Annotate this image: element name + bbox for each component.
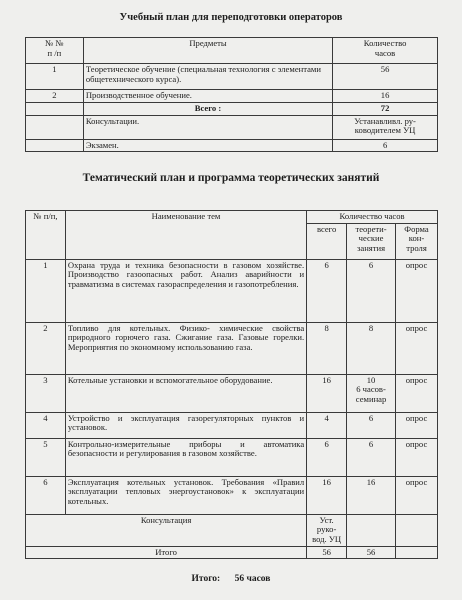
row-num: 1 xyxy=(26,259,66,322)
row-form: опрос xyxy=(396,259,438,322)
header-hours: Количество часов xyxy=(307,211,438,224)
total-label: Всего : xyxy=(83,103,332,116)
header-total: всего xyxy=(307,223,347,259)
row-topic: Эксплуатация котельных установок. Требования «Правил эксплуатации тепловых энергоустановок» к эксплуатации котельных. xyxy=(65,476,306,514)
itogo-label: Итого xyxy=(26,546,307,559)
row-theory: 8 xyxy=(347,322,396,374)
itogo-total: 56 xyxy=(307,546,347,559)
table-row xyxy=(26,259,438,322)
row-total: 16 xyxy=(307,374,347,412)
row-hours: 56 xyxy=(333,64,438,90)
row-form: опрос xyxy=(396,322,438,374)
row-form: опрос xyxy=(396,476,438,514)
row-form: опрос xyxy=(396,374,438,412)
row-total: 6 xyxy=(307,438,347,476)
table-row xyxy=(26,322,438,374)
empty-cell xyxy=(26,103,84,116)
exam-value: 6 xyxy=(333,139,438,152)
row-theory: 6 xyxy=(347,412,396,438)
row-num: 5 xyxy=(26,438,66,476)
header-num: № № п /п xyxy=(26,38,84,64)
row-topic: Котельные установки и вспомогательное оборудование. xyxy=(65,374,306,412)
header-form: Форма кон- троля xyxy=(396,223,438,259)
row-num: 2 xyxy=(26,322,66,374)
row-num: 2 xyxy=(26,90,84,103)
empty-cell xyxy=(347,514,396,546)
row-num: 1 xyxy=(26,64,84,90)
empty-cell xyxy=(26,115,84,139)
plan-title: Учебный план для переподготовки операторов xyxy=(119,12,343,23)
itogo-theory: 56 xyxy=(347,546,396,559)
table-row xyxy=(26,64,438,90)
row-theory: 16 xyxy=(347,476,396,514)
consult-label: Консультации. xyxy=(83,115,332,139)
empty-cell xyxy=(396,514,438,546)
row-total: 8 xyxy=(307,322,347,374)
study-plan-table xyxy=(25,37,438,152)
consult-label: Консультация xyxy=(26,514,307,546)
row-form: опрос xyxy=(396,438,438,476)
row-topic: Устройство и эксплуатация газорегуляторных пунктов и установок. xyxy=(65,412,306,438)
row-subject: Теоретическое обучение (специальная технология с элементами общетехнического курса). xyxy=(83,64,332,90)
row-hours: 16 xyxy=(333,90,438,103)
table-header-row xyxy=(26,38,438,64)
thematic-title: Тематический план и программа теоретических занятий xyxy=(82,172,380,184)
table-row xyxy=(26,374,438,412)
exam-row xyxy=(26,139,438,152)
itogo-row xyxy=(26,546,438,559)
table-row xyxy=(26,412,438,438)
table-row xyxy=(26,90,438,103)
row-num: 6 xyxy=(26,476,66,514)
row-topic: Охрана труда и техника безопасности в газовом хозяйстве. Производство газоопасных работ. Анализ аварийности и травматизма в системах газораспределения и газопотребления. xyxy=(65,259,306,322)
row-total: 6 xyxy=(307,259,347,322)
consult-value: Устанавливл. ру- ководителем УЦ xyxy=(333,115,438,139)
row-total: 16 xyxy=(307,476,347,514)
total-row xyxy=(26,103,438,116)
row-total: 4 xyxy=(307,412,347,438)
row-theory: 10 6 часов- семинар xyxy=(347,374,396,412)
table-header-row xyxy=(26,211,438,224)
row-topic: Топливо для котельных. Физико- химические свойства природного горючего газа. Сжигание газа. Газовые горелки. Мероприятия по экономному использованию газа. xyxy=(65,322,306,374)
row-theory: 6 xyxy=(347,438,396,476)
row-subject: Производственное обучение. xyxy=(83,90,332,103)
footer-value: 56 часов xyxy=(234,574,271,584)
thematic-plan-table xyxy=(25,210,438,559)
table-row xyxy=(26,476,438,514)
consult-row xyxy=(26,115,438,139)
row-theory: 6 xyxy=(347,259,396,322)
row-num: 3 xyxy=(26,374,66,412)
footer-total xyxy=(0,574,462,584)
footer-label: Итого: xyxy=(191,574,221,584)
consult-row xyxy=(26,514,438,546)
table-row xyxy=(26,438,438,476)
row-num: 4 xyxy=(26,412,66,438)
row-form: опрос xyxy=(396,412,438,438)
empty-cell xyxy=(396,546,438,559)
consult-total: Уст. руко- вод. УЦ xyxy=(307,514,347,546)
exam-label: Экзамен. xyxy=(83,139,332,152)
header-theory: теорети- ческие занятия xyxy=(347,223,396,259)
header-topic: Наименование тем xyxy=(65,211,306,260)
empty-cell xyxy=(26,139,84,152)
total-value: 72 xyxy=(333,103,438,116)
header-num: № п/п, xyxy=(26,211,66,260)
header-hours: Количество часов xyxy=(333,38,438,64)
row-topic: Контрольно-измерительные приборы и автоматика безопасности и регулирования в газовом хозяйстве. xyxy=(65,438,306,476)
header-subject: Предметы xyxy=(83,38,332,64)
